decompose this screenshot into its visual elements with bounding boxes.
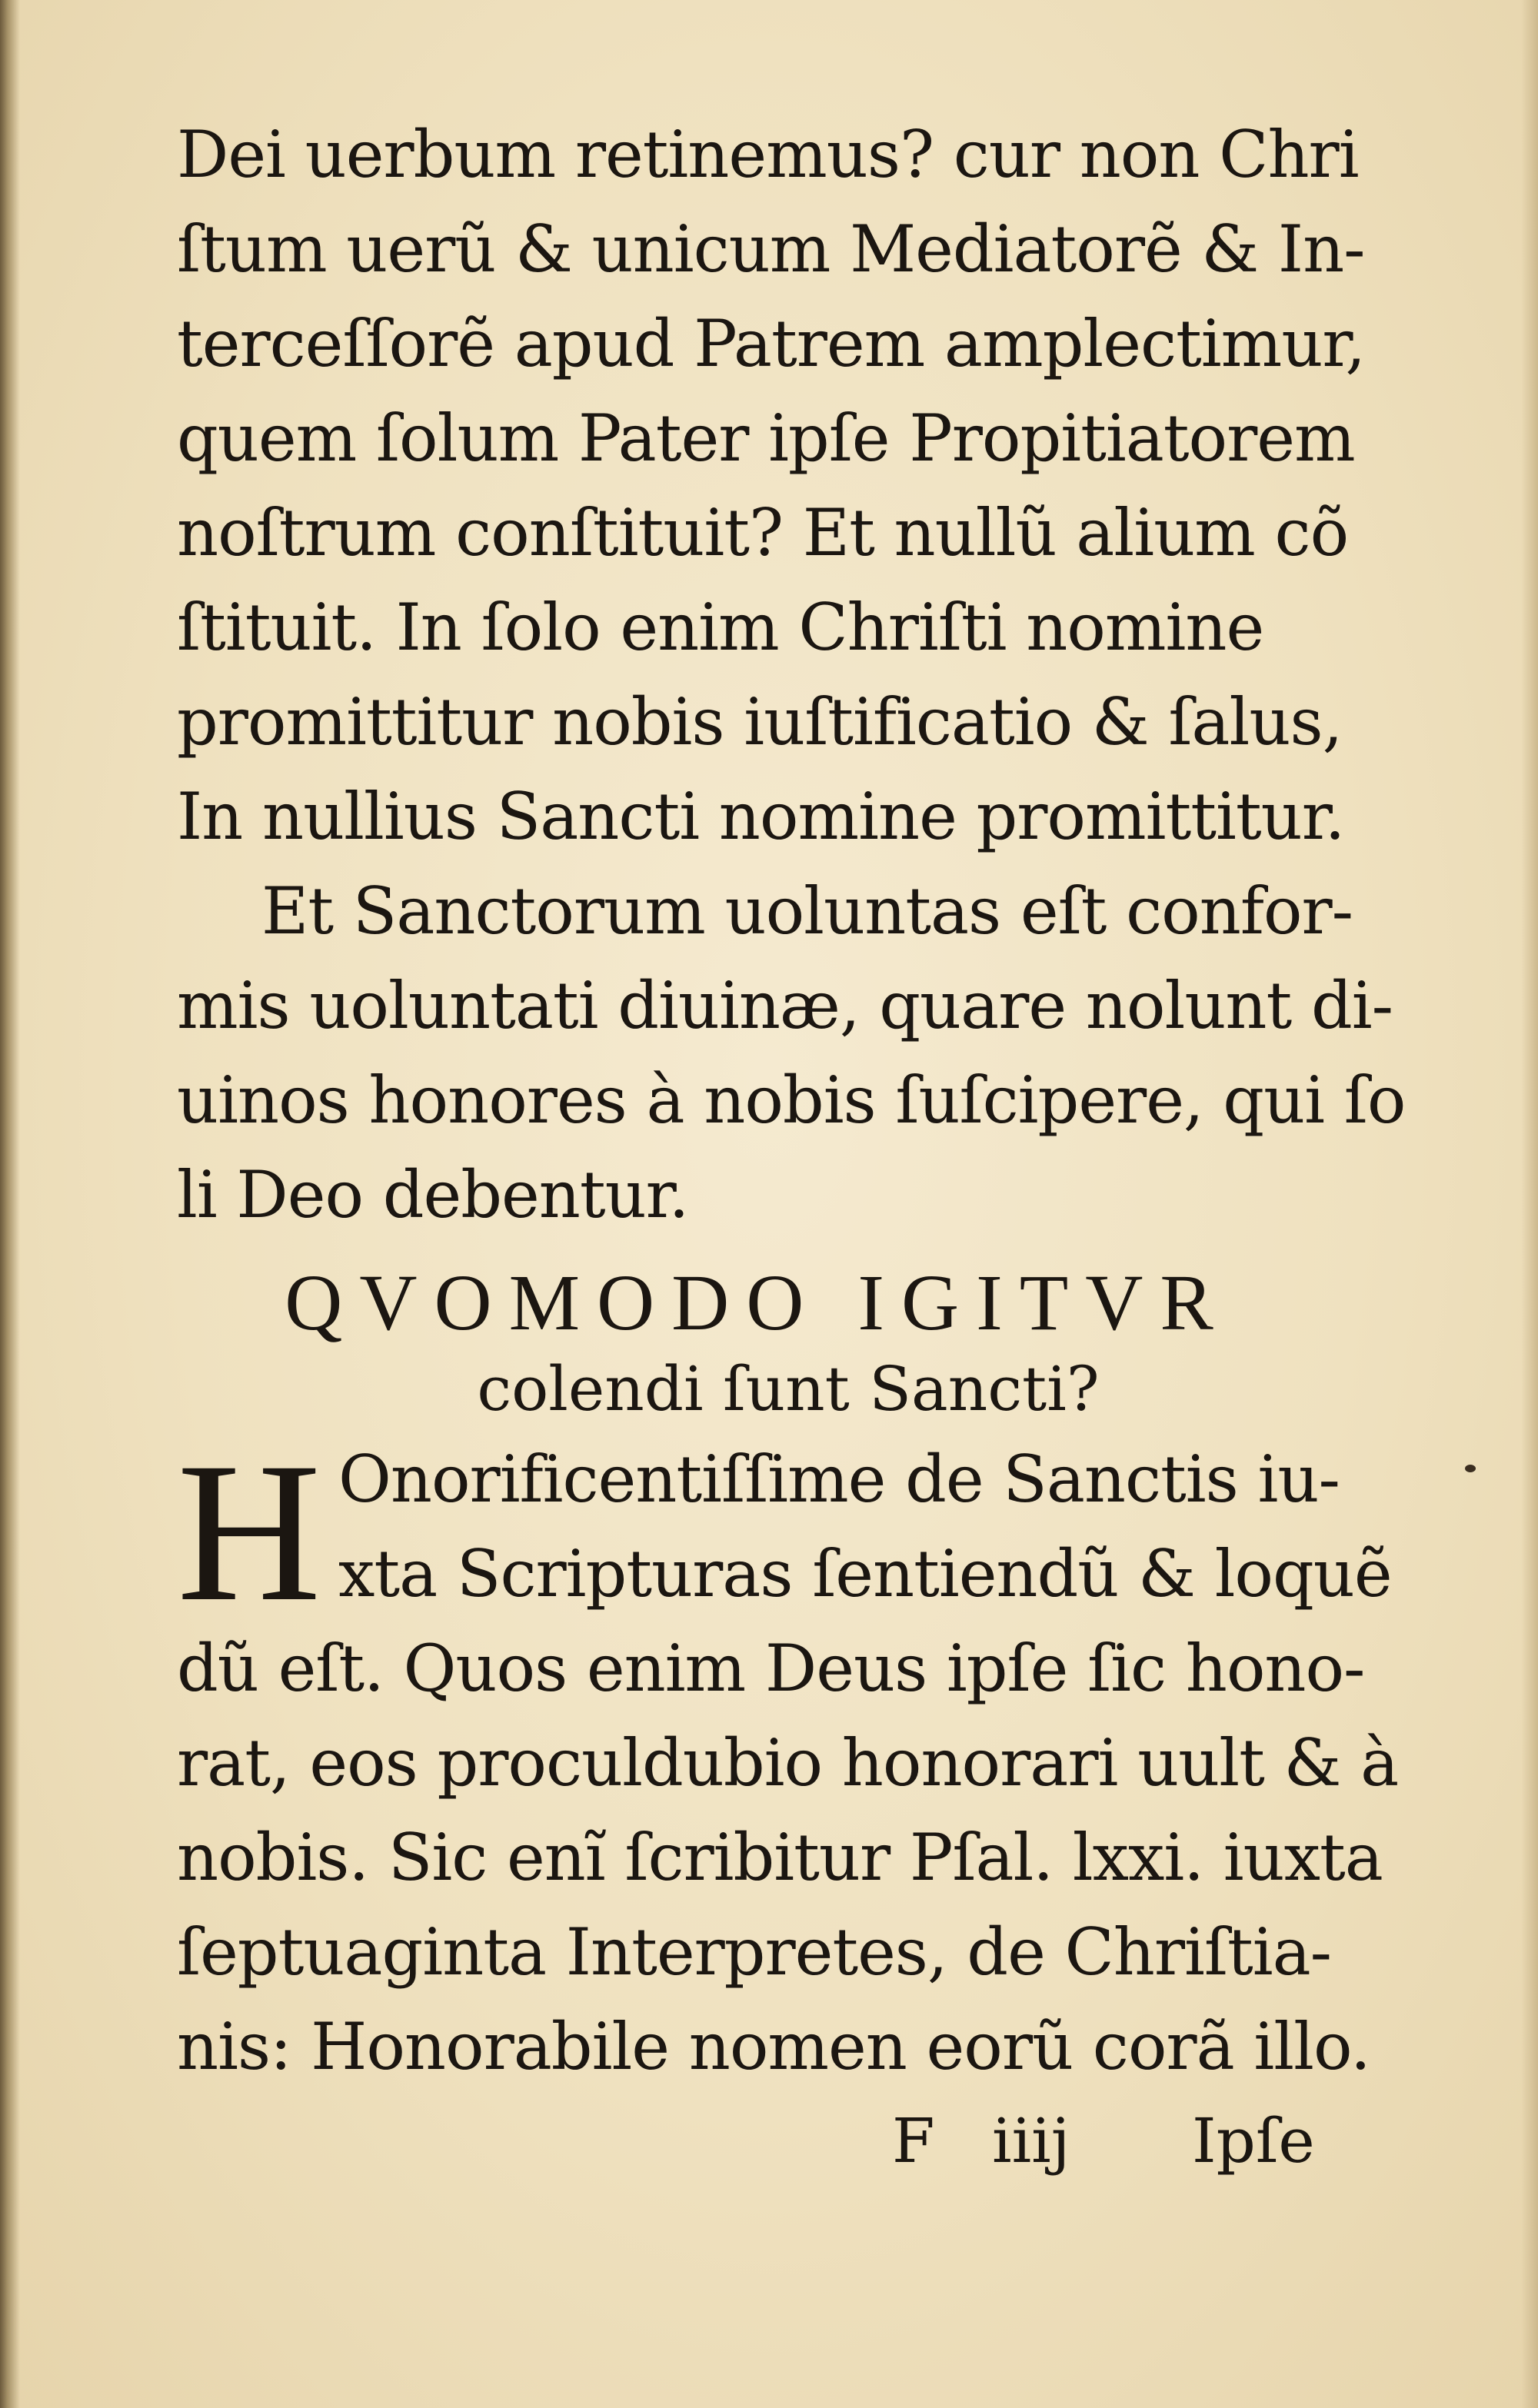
text-line: ſtituit. In ſolo enim Chriſti nomine xyxy=(177,590,1264,665)
text-line: noſtrum conſtituit? Et nullũ alium cõ xyxy=(177,495,1349,570)
catchword: Ipſe xyxy=(1192,2105,1315,2177)
text-line: li Deo debentur. xyxy=(177,1157,689,1232)
text-line: ſtum uerũ & unicum Mediatorẽ & In- xyxy=(177,211,1365,287)
page-edge-right xyxy=(1521,0,1538,2408)
text-line: rat, eos proculdubio honorari uult & à xyxy=(177,1725,1399,1801)
section-heading: QVOMODO IGITVR xyxy=(285,1259,1230,1347)
text-line: nis: Honorabile nomen eorũ corã illo. xyxy=(177,2009,1370,2084)
text-block xyxy=(177,108,1406,2183)
text-line: quem ſolum Pater ipſe Propitiatorem xyxy=(177,401,1355,476)
drop-cap: H xyxy=(177,1422,321,1643)
foliation-number: iiij xyxy=(992,2105,1070,2177)
text-line: promittitur nobis iuſtificatio & ſalus, xyxy=(177,684,1343,760)
paragraph-3 xyxy=(177,1422,1399,2094)
text-line: terceſſorẽ apud Patrem amplectimur, xyxy=(177,306,1366,381)
text-line: dũ eſt. Quos enim Deus ipſe ſic hono- xyxy=(177,1631,1365,1706)
page-footer xyxy=(177,2099,1338,2183)
paragraph-2 xyxy=(177,864,1406,1242)
text-line: In nullius Sancti nomine promittitur. xyxy=(177,779,1345,854)
text-line: Dei uerbum retinemus? cur non Chri xyxy=(177,117,1359,192)
text-line: uinos honores à nobis ſuſcipere, qui ſo xyxy=(177,1063,1406,1138)
text-line: xta Scripturas ſentiendũ & loquẽ xyxy=(338,1536,1392,1611)
section-subheading: colendi ſunt Sancti? xyxy=(477,1353,1100,1425)
signature-mark: F xyxy=(892,2105,935,2177)
text-line: Et Sanctorum uoluntas eſt confor- xyxy=(261,873,1353,949)
text-line: mis uoluntati diuinæ, quare nolunt di- xyxy=(177,968,1393,1043)
text-line: Onorificentiſſime de Sanctis iu- xyxy=(338,1442,1340,1517)
page-edge-shadow xyxy=(0,0,20,2408)
ink-speck xyxy=(1465,1465,1476,1472)
paragraph-1 xyxy=(177,108,1366,864)
text-line: nobis. Sic enĩ ſcribitur Pſal. lxxi. iuxta xyxy=(177,1820,1383,1895)
text-line: ſeptuaginta Interpretes, de Chriſtia- xyxy=(177,1914,1332,1990)
